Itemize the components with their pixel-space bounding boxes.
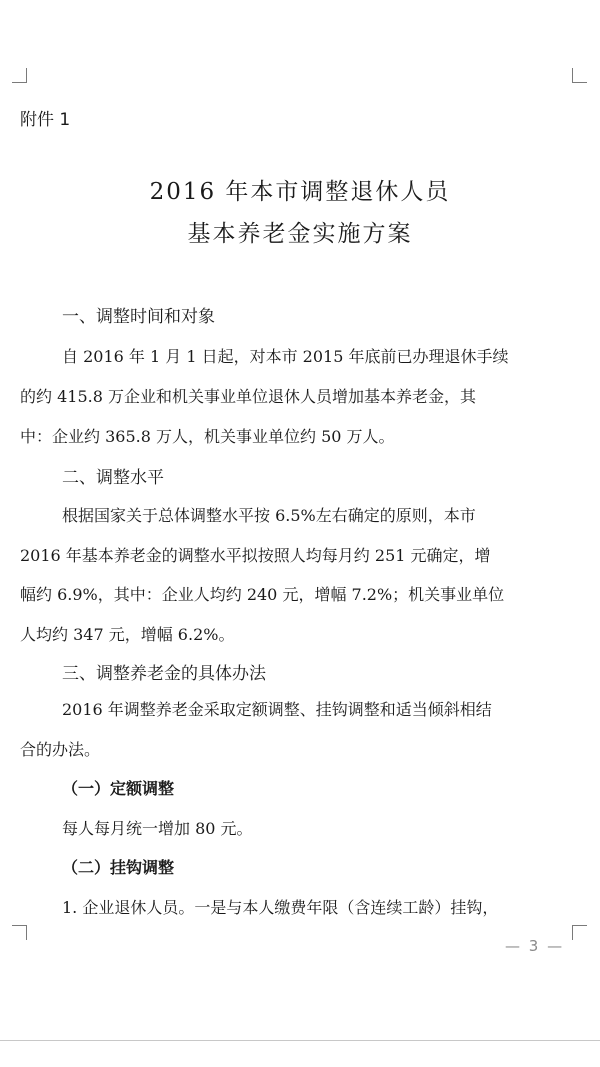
section-heading-1: 一、调整时间和对象 [62, 307, 215, 327]
subsection-heading-2: （二）挂钩调整 [62, 858, 175, 877]
section-heading-2: 二、调整水平 [62, 468, 164, 488]
section-heading-3: 三、调整养老金的具体办法 [62, 664, 266, 684]
document-title-line2: 基本养老金实施方案 [187, 221, 413, 247]
paragraph-line: 合的办法。 [20, 740, 101, 759]
crop-mark-bottom-left [12, 925, 27, 940]
subsection-heading-1: （一）定额调整 [62, 779, 175, 798]
crop-mark-top-left [12, 68, 27, 83]
paragraph-line: 自 2016 年 1 月 1 日起，对本市 2015 年底前已办理退休手续 [62, 347, 509, 366]
paragraph-line: 1. 企业退休人员。一是与本人缴费年限（含连续工龄）挂钩， [62, 898, 499, 917]
paragraph-line: 每人每月统一增加 80 元。 [62, 819, 253, 838]
paragraph-line: 幅约 6.9%，其中：企业人均约 240 元，增幅 7.2%；机关事业单位 [20, 585, 505, 604]
paragraph-line: 中：企业约 365.8 万人，机关事业单位约 50 万人。 [20, 427, 395, 446]
crop-mark-bottom-right [572, 925, 587, 940]
attachment-label: 附件 1 [20, 110, 71, 130]
paragraph-line: 根据国家关于总体调整水平按 6.5%左右确定的原则，本市 [62, 506, 476, 525]
paragraph-line: 人均约 347 元，增幅 6.2%。 [20, 625, 235, 644]
paragraph-line: 2016 年调整养老金采取定额调整、挂钩调整和适当倾斜相结 [62, 700, 492, 719]
document-title-line1: 2016 年本市调整退休人员 [149, 179, 451, 205]
crop-mark-top-right [572, 68, 587, 83]
page-bottom-divider [0, 1040, 600, 1041]
page-number: — 3 — [505, 937, 565, 955]
paragraph-line: 2016 年基本养老金的调整水平拟按照人均每月约 251 元确定，增 [20, 546, 491, 565]
paragraph-line: 的约 415.8 万企业和机关事业单位退休人员增加基本养老金，其 [20, 387, 476, 406]
